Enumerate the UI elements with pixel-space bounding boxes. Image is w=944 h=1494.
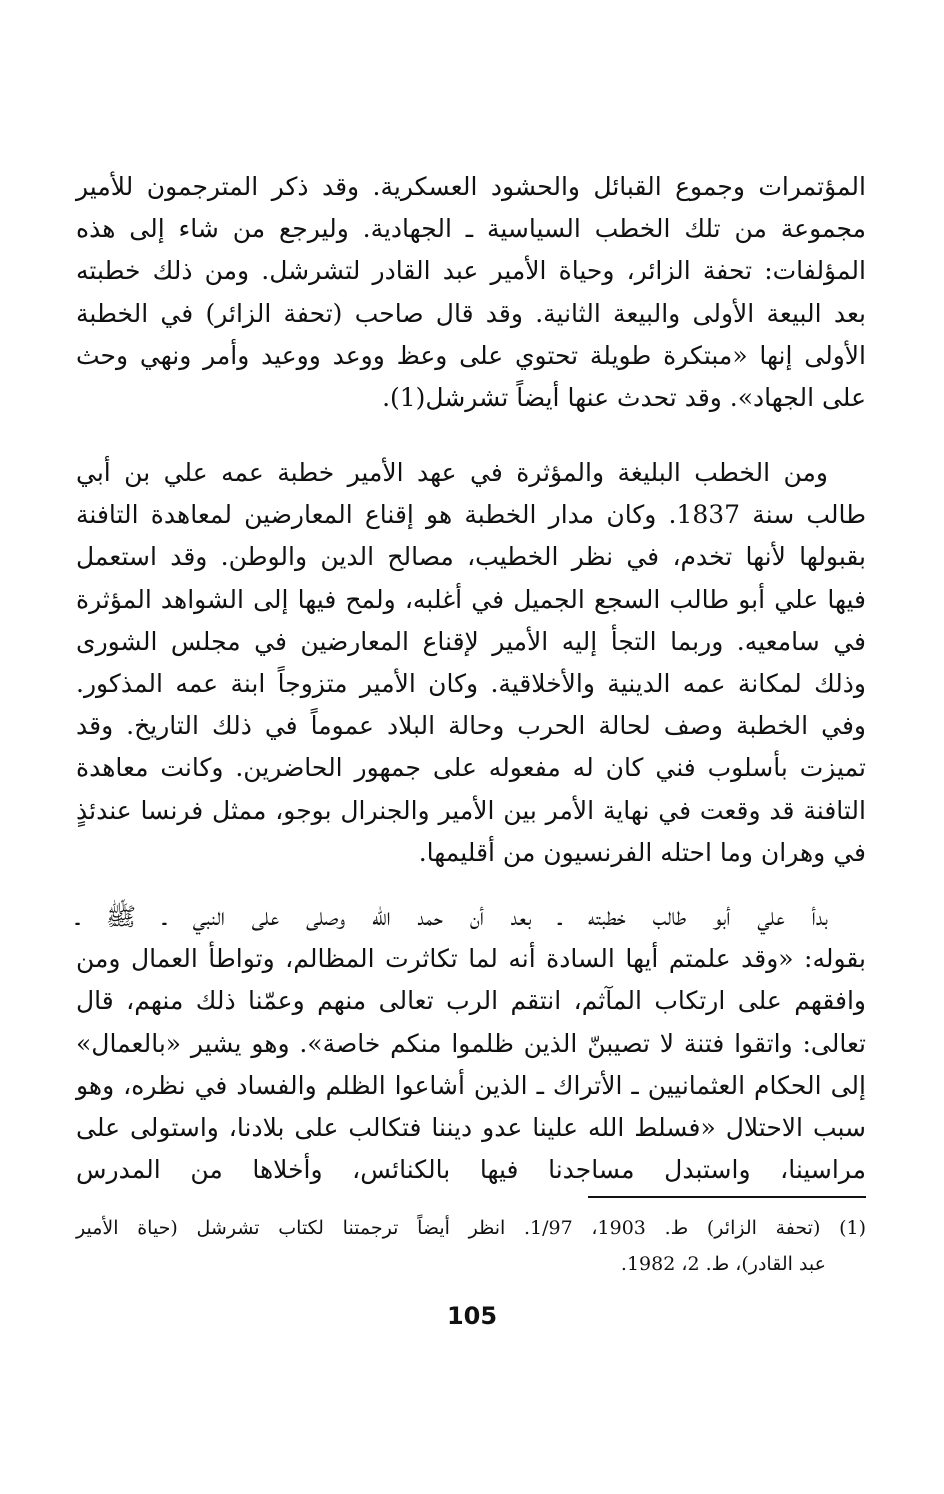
paragraph-1 [76, 166, 866, 419]
text-line: المؤتمرات وجموع القبائل والحشود العسكرية. وقد ذكر المترجمون للأمير [76, 172, 866, 201]
text-line: بقبولها لأنها تخدم، في نظر الخطيب، مصالح الدين والوطن. وقد استعمل [76, 542, 866, 572]
text-line: في وهران وما احتله الفرنسيون من أقليمها. [418, 837, 866, 867]
text-line: وذلك لمكانة عمه الدينية والأخلاقية. وكان الأمير متزوجاً ابنة عمه المذكور. [76, 668, 866, 698]
text-line: بعد البيعة الأولى والبيعة الثانية. وقد قال صاحب (تحفة الزائر) في الخطبة [76, 298, 866, 328]
text-line: بقوله: «وقد علمتم أيها السادة أنه لما تكاثرت المظالم، وتواطأ العمال ومن [76, 944, 866, 974]
text-line: طالب سنة 1837. وكان مدار الخطبة هو إقناع المعارضين لمعاهدة التافنة [76, 500, 867, 530]
text-line: بدأ علي أبو طالب خطبته ـ بعد أن حمد الله وصلى على النبي ـ ﷺ ـ [76, 902, 828, 931]
text-line: التافنة قد وقعت في نهاية الأمر بين الأمير والجنرال بوجو، ممثل فرنسا عندئذٍ [76, 795, 866, 825]
text-line: إلى الحكام العثمانيين ـ الأتراك ـ الذين أشاعوا الظلم والفساد في نظره، وهو [76, 1070, 866, 1100]
text-line: في سامعيه. وربما التجأ إليه الأمير لإقناع المعارضين في مجلس الشورى [76, 626, 866, 656]
text-line: وفي الخطبة وصف لحالة الحرب وحالة البلاد عموماً في ذلك التاريخ. وقد [76, 711, 866, 741]
text-line: فيها علي أبو طالب السجع الجميل في أغلبه، ولمح فيها إلى الشواهد المؤثرة [76, 584, 866, 614]
footnote-divider [588, 1196, 866, 1198]
text-line: ومن الخطب البليغة والمؤثرة في عهد الأمير خطبة عمه علي بن أبي [76, 458, 828, 487]
page-number: 105 [446, 1302, 498, 1330]
text-line: مراسينا، واستبدل مساجدنا فيها بالكنائس، وأخلاها من المدرس [76, 1155, 866, 1185]
footnote [76, 1210, 866, 1282]
text-line: على الجهاد». وقد تحدث عنها أيضاً تشرشل(1). [382, 382, 866, 412]
paragraph-3 [76, 896, 866, 1191]
text-line: مجموعة من تلك الخطب السياسية ـ الجهادية. وليرجع من شاء إلى هذه [76, 214, 866, 244]
footnote-line: (1) (تحفة الزائر) ط. 1903، 1/97. انظر أيضاً ترجمتنا لكتاب تشرشل (حياة الأمير [76, 1217, 866, 1239]
text-line: سبب الاحتلال «فسلط الله علينا عدو ديننا فتكالب على بلادنا، واستولى على [76, 1112, 866, 1142]
paragraph-2 [76, 452, 866, 874]
text-line: وافقهم على ارتكاب المآثم، انتقم الرب تعالى منهم وعمّنا ذلك منهم، قال [76, 986, 866, 1016]
text-line: تعالى: واتقوا فتنة لا تصيبنّ الذين ظلموا منكم خاصة». وهو يشير «بالعمال» [76, 1028, 866, 1058]
text-line: المؤلفات: تحفة الزائر، وحياة الأمير عبد القادر لتشرشل. ومن ذلك خطبته [76, 256, 866, 286]
footnote-line: عبد القادر)، ط. 2، 1982. [620, 1253, 826, 1275]
text-line: الأولى إنها «مبتكرة طويلة تحتوي على وعظ ووعد ووعيد وأمر ونهي وحث [76, 340, 866, 370]
text-line: تميزت بأسلوب فني كان له مفعوله على جمهور الحاضرين. وكانت معاهدة [76, 753, 866, 783]
